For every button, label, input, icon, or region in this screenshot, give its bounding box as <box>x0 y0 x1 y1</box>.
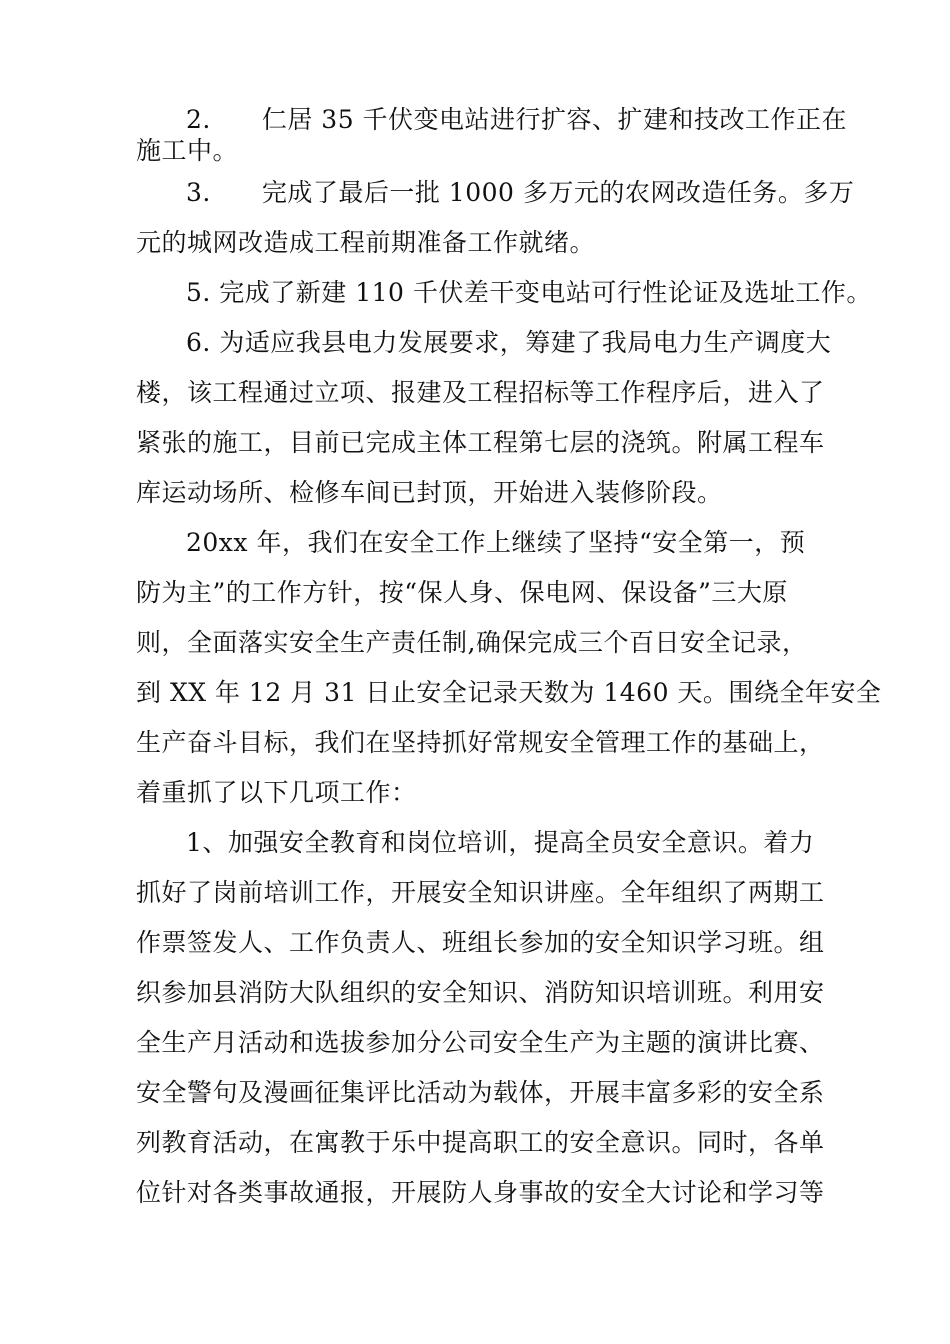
text-line-17: 抓好了岗前培训工作，开展安全知识讲座。全年组织了两期工 <box>136 878 825 907</box>
text-line-2: 施工中。 <box>136 136 239 165</box>
text-line-22: 列教育活动，在寓教于乐中提高职工的安全意识。同时，各单 <box>136 1128 825 1157</box>
text-line-15: 着重抓了以下几项工作： <box>136 778 417 807</box>
text-line-3: 3. 完成了最后一批 1000 多万元的农网改造任务。多万 <box>186 178 855 207</box>
text-line-23: 位针对各类事故通报，开展防人身事故的安全大讨论和学习等 <box>136 1178 825 1207</box>
text-line-18: 作票签发人、工作负责人、班组长参加的安全知识学习班。组 <box>136 928 825 957</box>
text-line-21: 安全警句及漫画征集评比活动为载体，开展丰富多彩的安全系 <box>136 1078 825 1107</box>
text-line-16: 1、加强安全教育和岗位培训，提高全员安全意识。着力 <box>186 828 815 857</box>
text-line-19: 织参加县消防大队组织的安全知识、消防知识培训班。利用安 <box>136 978 825 1007</box>
text-line-20: 全生产月活动和选拔参加分公司安全生产为主题的演讲比赛、 <box>136 1028 825 1057</box>
text-line-8: 紧张的施工，目前已完成主体工程第七层的浇筑。附属工程车 <box>136 428 825 457</box>
text-line-4: 元的城网改造成工程前期准备工作就绪。 <box>136 228 596 257</box>
text-line-13: 到 XX 年 12 月 31 日止安全记录天数为 1460 天。围绕全年安全 <box>136 678 882 707</box>
text-line-11: 防为主”的工作方针，按“保人身、保电网、保设备”三大原 <box>136 578 788 607</box>
text-line-14: 生产奋斗目标，我们在坚持抓好常规安全管理工作的基础上， <box>136 728 825 757</box>
text-line-1: 2. 仁居 35 千伏变电站进行扩容、扩建和技改工作正在 <box>186 105 848 134</box>
text-line-10: 20xx 年，我们在安全工作上继续了坚持“安全第一，预 <box>186 528 806 557</box>
text-line-6: 6. 为适应我县电力发展要求，筹建了我局电力生产调度大 <box>186 328 832 357</box>
text-line-5: 5. 完成了新建 110 千伏差干变电站可行性论证及选址工作。 <box>186 278 872 307</box>
text-line-12: 则，全面落实安全生产责任制,确保完成三个百日安全记录， <box>136 628 808 657</box>
text-line-7: 楼，该工程通过立项、报建及工程招标等工作程序后，进入了 <box>136 378 825 407</box>
text-line-9: 库运动场所、检修车间已封顶，开始进入装修阶段。 <box>136 478 723 507</box>
